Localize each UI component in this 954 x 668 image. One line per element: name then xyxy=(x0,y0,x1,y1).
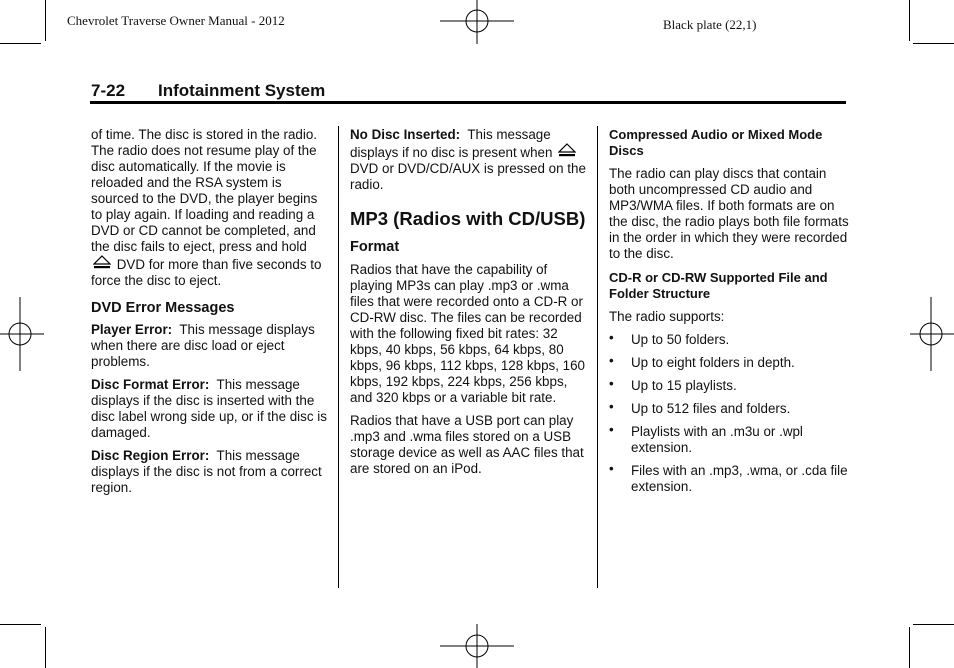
crop-mark-tr-v xyxy=(909,0,910,41)
error-text: This message displays when there are disc load or eject problems. xyxy=(91,322,315,369)
column-3 xyxy=(609,127,849,495)
crop-mark-tl-h xyxy=(0,43,41,44)
crop-mark-bl-h xyxy=(0,624,41,625)
eject-icon xyxy=(93,255,111,270)
supports-intro: The radio supports: xyxy=(609,309,725,324)
list-item-text: Up to 50 folders. xyxy=(631,332,730,347)
bullet-icon: • xyxy=(609,399,614,414)
no-disc-label: No Disc Inserted: xyxy=(350,127,461,142)
registration-mark-bottom xyxy=(440,622,514,668)
registration-mark-right xyxy=(910,297,954,371)
error-label: Player Error: xyxy=(91,322,173,337)
column-2 xyxy=(350,127,588,477)
list-item xyxy=(609,378,849,394)
compressed-audio-heading: Compressed Audio or Mixed Mode Discs xyxy=(609,127,823,158)
crop-mark-tl-v xyxy=(45,0,46,41)
compressed-audio-paragraph: The radio can play discs that contain both uncompressed CD audio and MP3/WMA files. If both formats are on the disc, the radio plays both file formats in the order in which they were recorded to the disc. xyxy=(609,166,849,261)
error-player xyxy=(91,322,331,370)
crop-mark-br-h xyxy=(913,624,954,625)
registration-mark-left xyxy=(0,297,44,371)
supported-structure-heading: CD-R or CD-RW Supported File and Folder Structure xyxy=(609,270,828,301)
list-item-text: Files with an .mp3, .wma, or .cda file extension. xyxy=(631,463,848,494)
page-number: 7-22 xyxy=(91,81,126,100)
dvd-error-heading: DVD Error Messages xyxy=(91,300,235,316)
list-item-text: Up to 15 playlists. xyxy=(631,378,737,393)
format-paragraph-1: Radios that have the capability of playing MP3s can play .mp3 or .wma files that were recorded onto a CD-R or CD-RW disc. The files can be recorded with the following fixed bit rates: 32 kbps, 40 kbps, 56 kbps, 64 kbps, 80 kbps, 96 kbps, 112 kbps, 128 kbps, 160 kbps, 192 kbps, 224 kbps, 256 kbps, and 320 kbps or a variable bit rate. xyxy=(350,262,585,405)
list-item xyxy=(609,355,849,371)
bullet-icon: • xyxy=(609,422,614,437)
mp3-heading: MP3 (Radios with CD/USB) xyxy=(350,208,586,229)
error-disc-format xyxy=(91,377,331,441)
intro-text-a: of time. The disc is stored in the radio. The radio does not resume play of the disc automatically. If the movie is reloaded and the RSA system is sourced to the DVD, the player begins to play again. If loading and reading a DVD or CD cannot be completed, and the disc fails to eject, press and hold xyxy=(91,127,318,254)
crop-mark-bl-v xyxy=(45,627,46,668)
registration-mark-top xyxy=(440,0,514,46)
bullet-icon: • xyxy=(609,461,614,476)
format-subheading: Format xyxy=(350,239,400,255)
error-text: This message displays if the disc is inserted with the disc label wrong side up, or if the disc is damaged. xyxy=(91,377,327,440)
bullet-icon: • xyxy=(609,330,614,345)
list-item-text: Playlists with an .m3u or .wpl extension. xyxy=(631,424,803,455)
column-divider-2 xyxy=(597,126,598,588)
intro-text-b: DVD for more than five seconds to force the disc to eject. xyxy=(91,257,322,288)
manual-title: Chevrolet Traverse Owner Manual - 2012 xyxy=(67,13,285,28)
bullet-icon: • xyxy=(609,376,614,391)
body-paragraph xyxy=(91,127,331,289)
list-item xyxy=(609,401,849,417)
supports-list xyxy=(609,332,849,495)
list-item xyxy=(609,463,849,495)
list-item-text: Up to eight folders in depth. xyxy=(631,355,795,370)
eject-icon xyxy=(558,143,576,158)
error-text: This message displays if the disc is not from a correct region. xyxy=(91,448,322,495)
error-disc-region xyxy=(91,448,331,496)
crop-mark-br-v xyxy=(909,627,910,668)
section-title: Infotainment System xyxy=(158,81,326,100)
list-item-text: Up to 512 files and folders. xyxy=(631,401,791,416)
plate-label: Black plate (22,1) xyxy=(663,17,757,32)
list-item xyxy=(609,424,849,456)
no-disc-paragraph xyxy=(350,127,588,193)
header-rule xyxy=(90,101,846,104)
list-item xyxy=(609,332,849,348)
error-label: Disc Format Error: xyxy=(91,377,210,392)
crop-mark-tr-h xyxy=(913,43,954,44)
column-1 xyxy=(91,127,331,496)
column-divider-1 xyxy=(338,126,339,588)
no-disc-text-b: DVD or DVD/CD/AUX is pressed on the radio. xyxy=(350,161,586,192)
format-paragraph-2: Radios that have a USB port can play .mp3 and .wma files stored on a USB storage device as well as AAC files that are stored on an iPod. xyxy=(350,413,584,476)
bullet-icon: • xyxy=(609,353,614,368)
no-disc-text-a: This message displays if no disc is present when xyxy=(350,127,553,160)
error-label: Disc Region Error: xyxy=(91,448,210,463)
